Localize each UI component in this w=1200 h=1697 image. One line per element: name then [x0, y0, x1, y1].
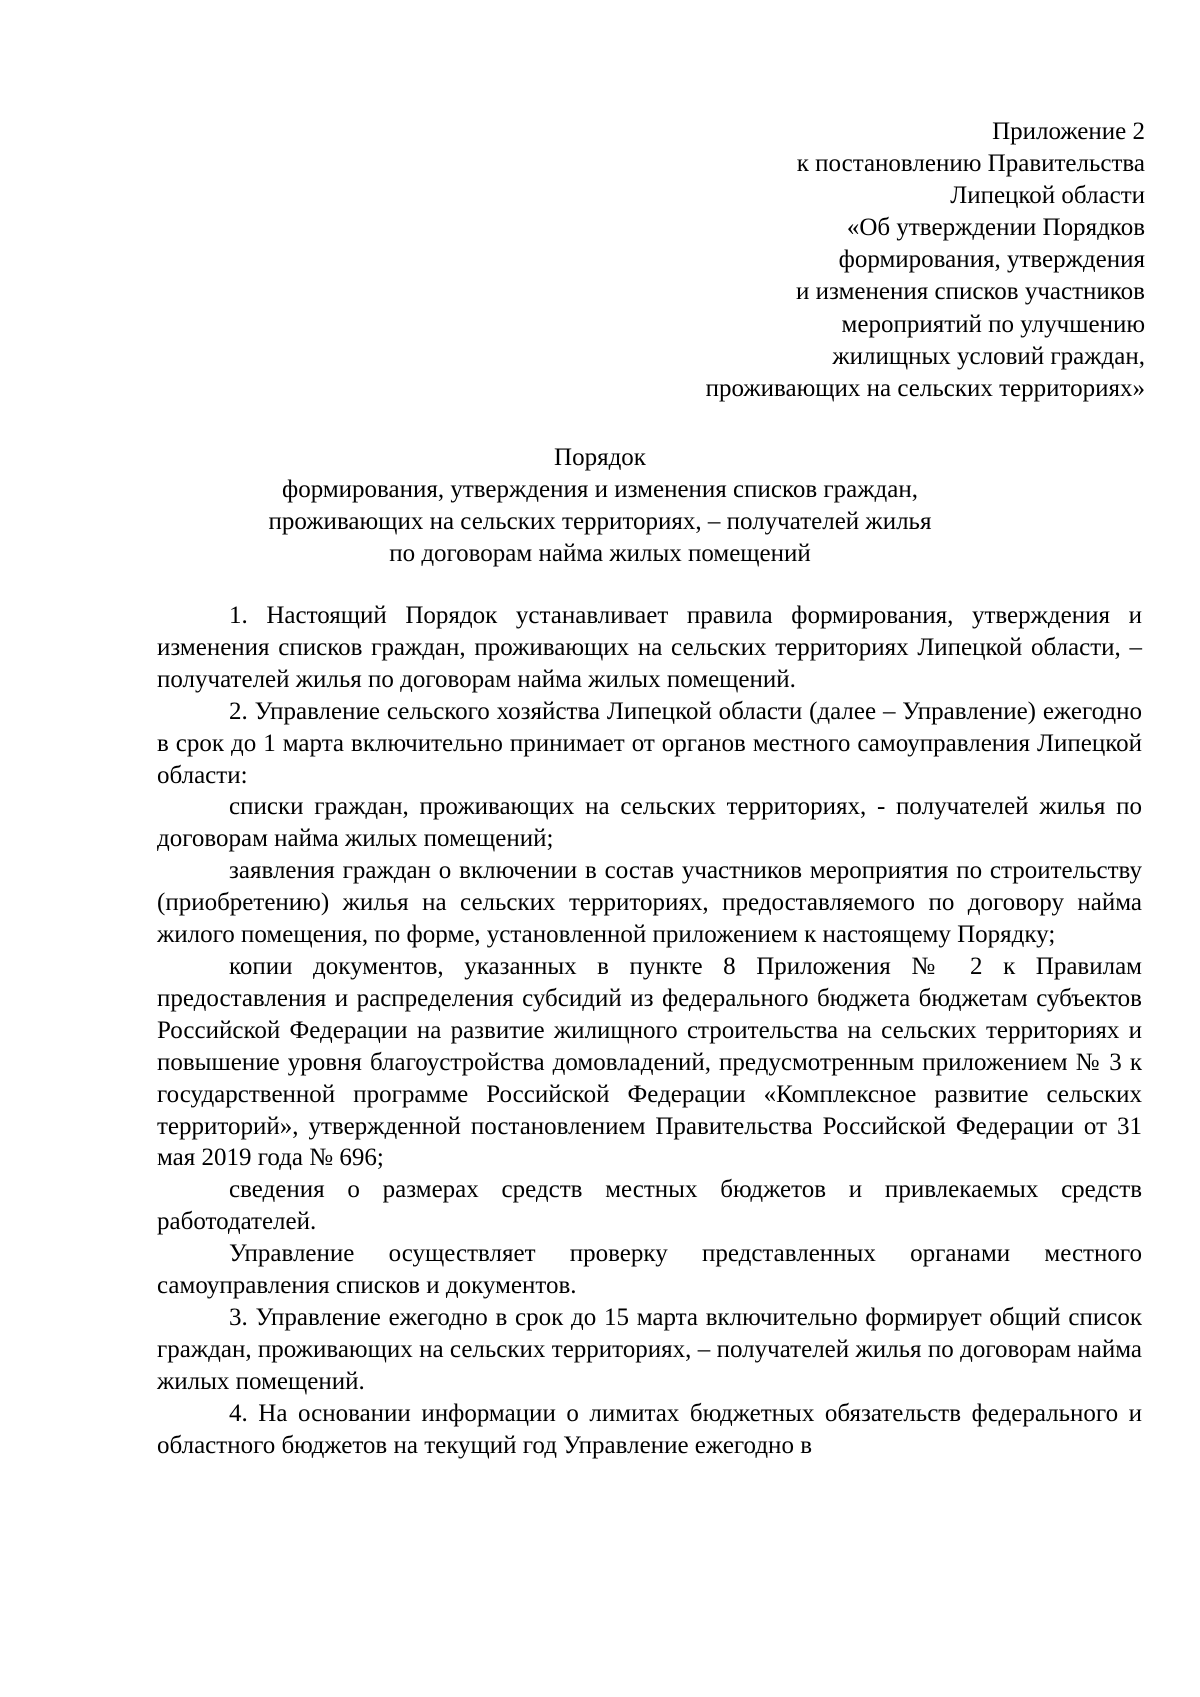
document-title — [200, 442, 1000, 570]
paragraph: заявления граждан о включении в состав участников мероприятия по строительству (приобретению) жилья на сельских территориях, предоставляемого по договору найма жилого помещения, по форме, установленной приложением к настоящему Порядку; — [157, 857, 1142, 949]
appendix-line: Липецкой области — [950, 182, 1145, 210]
appendix-line: «Об утверждении Порядков — [846, 214, 1145, 242]
appendix-line: проживающих на сельских территориях» — [705, 374, 1145, 402]
appendix-line: Приложение 2 — [992, 118, 1145, 145]
title-line: Порядок — [554, 444, 646, 471]
appendix-line: мероприятий по улучшению — [841, 310, 1145, 338]
paragraph: копии документов, указанных в пункте 8 Приложения № 2 к Правилам предоставления и распределения субсидий из федерального бюджета бюджетам субъектов Российской Федерации на развитие жилищного строительства на сельских территориях и повышение уровня благоустройства домовладений, предусмотренным приложением № 3 к государственной программе Российской Федерации «Комплексное развитие сельских территорий», утвержденной постановлением Правительства Российской Федерации от 31 мая 2019 года № 696; — [157, 952, 1142, 1172]
appendix-line: формирования, утверждения — [838, 246, 1145, 274]
paragraph: 1. Настоящий Порядок устанавливает правила формирования, утверждения и изменения списков граждан, проживающих на сельских территориях Липецкой области, – получателей жилья по договорам найма жилых помещений. — [157, 602, 1142, 693]
paragraph: 2. Управление сельского хозяйства Липецкой области (далее – Управление) ежегодно в срок до 1 марта включительно принимает от органов местного самоуправления Липецкой области: — [157, 697, 1142, 789]
document-body — [157, 600, 1142, 1461]
paragraph: сведения о размерах средств местных бюджетов и привлекаемых средств работодателей. — [157, 1176, 1142, 1236]
appendix-line: и изменения списков участников — [796, 278, 1145, 306]
appendix-header — [445, 116, 1145, 405]
paragraph: 4. На основании информации о лимитах бюджетных обязательств федерального и областного бюджетов на текущий год Управление ежегодно в — [157, 1399, 1142, 1459]
appendix-line: жилищных условий граждан, — [832, 342, 1145, 370]
title-line: формирования, утверждения и изменения списков граждан, — [282, 476, 918, 503]
title-line: по договорам найма жилых помещений — [389, 540, 811, 567]
paragraph: списки граждан, проживающих на сельских территориях, - получателей жилья по договорам найма жилых помещений; — [157, 793, 1142, 853]
paragraph: 3. Управление ежегодно в срок до 15 марта включительно формирует общий список граждан, проживающих на сельских территориях, – получателей жилья по договорам найма жилых помещений. — [157, 1303, 1142, 1395]
title-line: проживающих на сельских территориях, – получателей жилья — [268, 508, 932, 535]
appendix-line: к постановлению Правительства — [796, 150, 1145, 178]
paragraph: Управление осуществляет проверку представленных органами местного самоуправления списков и документов. — [157, 1240, 1142, 1300]
